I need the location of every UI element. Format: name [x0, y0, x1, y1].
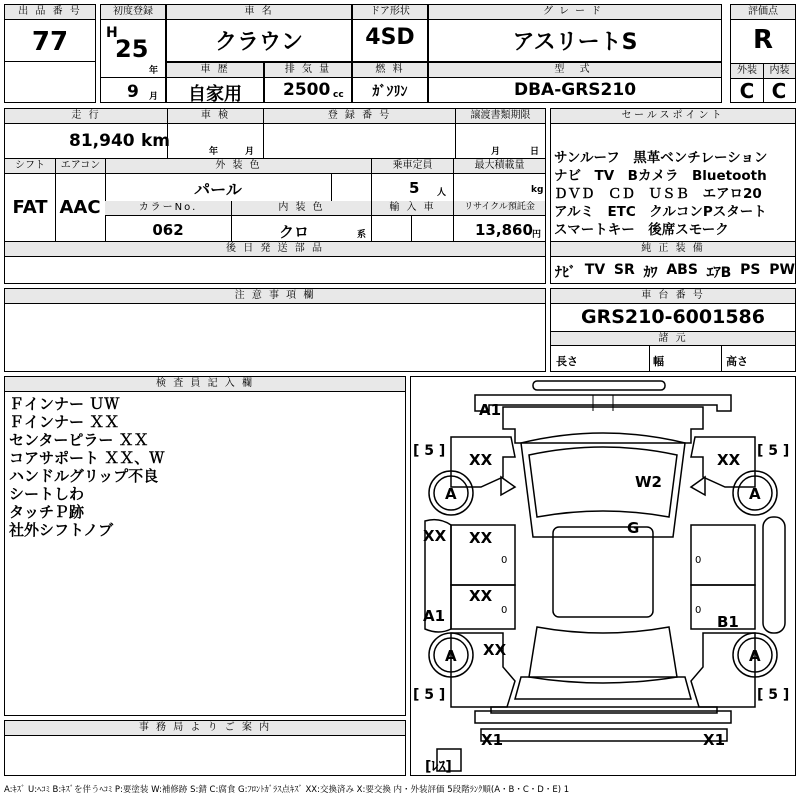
mark-a-rear-right: A [749, 647, 761, 665]
grade-label: グレード [429, 5, 721, 20]
door-box [352, 4, 428, 62]
sales-point-box [550, 108, 796, 284]
inspector-note: Ｆインナー ＵＷ [9, 395, 120, 413]
inspection-month-unit: 月 [245, 147, 255, 157]
vehicle-detail-table [4, 108, 546, 284]
inspector-note: 社外シフトノブ [9, 521, 114, 539]
sales-line: ＤＶＤ ＣＤ ＵＳＢ エアロ20 [554, 186, 762, 202]
inspection-label: 車 検 [167, 109, 263, 124]
door-type: 4SD [365, 25, 415, 50]
interior-color-label: 内 装 色 [231, 201, 371, 216]
door-label: ドア形状 [353, 5, 427, 20]
displacement-box [264, 62, 352, 103]
lot-number: 77 [31, 27, 69, 57]
capacity: 5 [409, 179, 420, 197]
mileage-label: 走 行 [5, 109, 167, 124]
inspector-note: シートしわ [9, 485, 85, 503]
inspector-note: コアサポート ＸＸ、Ｗ [9, 449, 165, 467]
ac-label: エアコン [55, 159, 105, 174]
mark-zero: 0 [501, 555, 508, 566]
lot-number-box [4, 4, 96, 103]
equipment-item: ｴｱB [706, 265, 732, 281]
interior-label: 内装 [763, 64, 795, 79]
fuel-box [352, 62, 428, 103]
exterior-label: 外装 [731, 64, 763, 79]
inspector-note: センターピラー ＸＸ [9, 431, 149, 449]
color-number-label: カラーNo. [105, 201, 231, 216]
mark-w2: W2 [635, 473, 662, 491]
transfer-day-unit: 日 [530, 147, 540, 157]
equipment-item: PW [769, 262, 795, 278]
inspector-note: Ｆインナー ＸＸ [9, 413, 120, 431]
recycle-fee: 13,860 [475, 221, 533, 239]
equipment-list [555, 262, 795, 282]
tire-front-right: [ 5 ] [757, 443, 790, 459]
interior-color-unit: 系 [357, 230, 367, 240]
sales-line: アルミ ETC クルコンPスタート [554, 204, 767, 220]
score-box [730, 4, 796, 103]
mark-x1-right: X1 [703, 731, 726, 749]
capacity-unit: 人 [437, 188, 447, 198]
registration-year: 25 [115, 35, 149, 63]
max-load-unit: kg [531, 185, 544, 195]
width-label: 幅 [653, 355, 664, 368]
later-parts-label: 後 日 発 送 部 品 [5, 242, 545, 257]
inspector-notes [9, 395, 164, 539]
office-label: 事 務 局 よ り ご 案 内 [5, 721, 405, 736]
score: R [752, 25, 774, 55]
car-diagram [411, 377, 795, 775]
mark-a1-top: A1 [479, 401, 502, 419]
car-diagram-box [410, 376, 796, 776]
sales-line: ナビ TV Bカメラ Bluetooth [554, 168, 767, 184]
mark-g: G [627, 519, 640, 537]
inspection-year-unit: 年 [209, 147, 219, 157]
car-name: クラウン [214, 30, 303, 55]
tire-rear-left: [ 5 ] [413, 687, 446, 703]
history-box [166, 62, 264, 103]
model: DBA-GRS210 [513, 80, 637, 100]
equipment-item: ﾅﾋﾞ [555, 265, 576, 281]
inspector-note: タッチＰ跡 [9, 503, 85, 521]
mark-zero: 0 [501, 605, 508, 616]
mark-xx-side: XX [423, 527, 447, 545]
spec-label: 諸 元 [551, 331, 795, 346]
mark-a-rear-left: A [445, 647, 457, 665]
mark-xx-door1: XX [469, 529, 493, 547]
mark-x1-left: X1 [481, 731, 504, 749]
chassis-number: GRS210-6001586 [581, 306, 765, 328]
equipment-item: SR [613, 262, 635, 278]
month-unit: 月 [149, 92, 159, 102]
mark-a-front-left: A [445, 485, 457, 503]
mileage-unit: km [141, 131, 171, 151]
sales-point-lines [554, 149, 796, 239]
chassis-box [550, 288, 796, 372]
legend: A:ｷｽﾞ U:ﾍｺﾐ B:ｷｽﾞを伴うﾍｺﾐ P:要塗装 W:補修跡 S:錆 C:腐食 G:ﾌﾛﾝﾄｶﾞﾗｽ点ｷｽﾞ XX:交換済み X:要交換 内・外装評価 5段階ﾗﾝｸ順(A・B・C・D・E) 1 [4, 785, 570, 795]
transfer-month-unit: 月 [491, 147, 501, 157]
first-registration-label: 初度登録 [101, 5, 165, 20]
recycle-unit: 円 [532, 230, 542, 240]
mark-xx-front-left: XX [469, 451, 493, 469]
capacity-label: 乗車定員 [371, 159, 453, 174]
ac: AAC [59, 197, 101, 218]
inspector-note: ハンドルグリップ不良 [9, 467, 159, 485]
registration-month: 9 [127, 82, 139, 102]
shift: FAT [12, 197, 48, 218]
shift-label: シフト [5, 159, 55, 174]
height-label: 高さ [726, 355, 748, 368]
length-label: 長さ [556, 355, 578, 368]
model-label: 型 式 [429, 63, 721, 78]
tire-rear-right: [ 5 ] [757, 687, 790, 703]
caution-label: 注 意 事 項 欄 [5, 289, 545, 304]
score-label: 評価点 [731, 5, 795, 20]
mark-zero: 0 [695, 605, 702, 616]
history-label: 車 歴 [167, 63, 263, 78]
mark-zero: 0 [695, 555, 702, 566]
grade-box [428, 4, 722, 62]
era: H [106, 25, 118, 41]
first-registration-box [100, 4, 166, 103]
year-unit: 年 [149, 66, 159, 76]
caution-box [4, 288, 546, 372]
spare-tire: [ﾚｽ] [425, 759, 452, 775]
car-name-label: 車 名 [167, 5, 351, 20]
exterior-grade: C [739, 79, 755, 103]
mark-xx-rear-left: XX [483, 641, 507, 659]
mark-b1: B1 [717, 613, 739, 631]
fuel-label: 燃 料 [353, 63, 427, 78]
lot-number-label: 出 品 番 号 [5, 5, 95, 20]
mileage: 81,940 [69, 131, 135, 151]
equipment-item: ABS [666, 262, 698, 278]
interior-color: クロ [278, 223, 309, 241]
mark-xx-door2: XX [469, 587, 493, 605]
sales-line: サンルーフ 黒革ベンチレーション [554, 150, 768, 166]
car-name-box [166, 4, 352, 62]
tire-front-left: [ 5 ] [413, 443, 446, 459]
registration-number-label: 登 録 番 号 [263, 109, 455, 124]
fuel: ｶﾞｿﾘﾝ [372, 84, 408, 100]
grade: アスリートS [512, 30, 638, 55]
inspector-label: 検 査 員 記 入 欄 [5, 377, 405, 392]
displacement: 2500 [283, 80, 331, 100]
chassis-label: 車 台 番 号 [551, 289, 795, 304]
equipment-item: TV [584, 262, 606, 278]
mark-xx-front-right: XX [717, 451, 741, 469]
model-box [428, 62, 722, 103]
max-load-label: 最大積載量 [453, 159, 545, 174]
transfer-deadline-label: 譲渡書類期限 [455, 109, 545, 124]
displacement-label: 排 気 量 [265, 63, 351, 78]
equipment-label: 純 正 装 備 [551, 242, 795, 257]
interior-grade: C [771, 79, 787, 103]
equipment-item: PS [740, 262, 761, 278]
displacement-unit: cc [333, 90, 344, 100]
sales-point-label: セールスポイント [551, 109, 795, 124]
color-number: 062 [152, 221, 184, 239]
equipment-item: ｶﾜ [643, 265, 658, 281]
office-box [4, 720, 406, 776]
mark-a-front-right: A [749, 485, 761, 503]
exterior-color-label: 外 装 色 [105, 159, 371, 174]
mark-a1-left: A1 [423, 607, 446, 625]
history: 自家用 [188, 84, 242, 105]
recycle-label: リサイクル預託金 [453, 201, 545, 216]
import-label: 輸 入 車 [371, 201, 453, 216]
sales-line: スマートキー 後席スモーク [554, 222, 729, 238]
exterior-color: パール [194, 180, 242, 199]
inspector-box [4, 376, 406, 716]
